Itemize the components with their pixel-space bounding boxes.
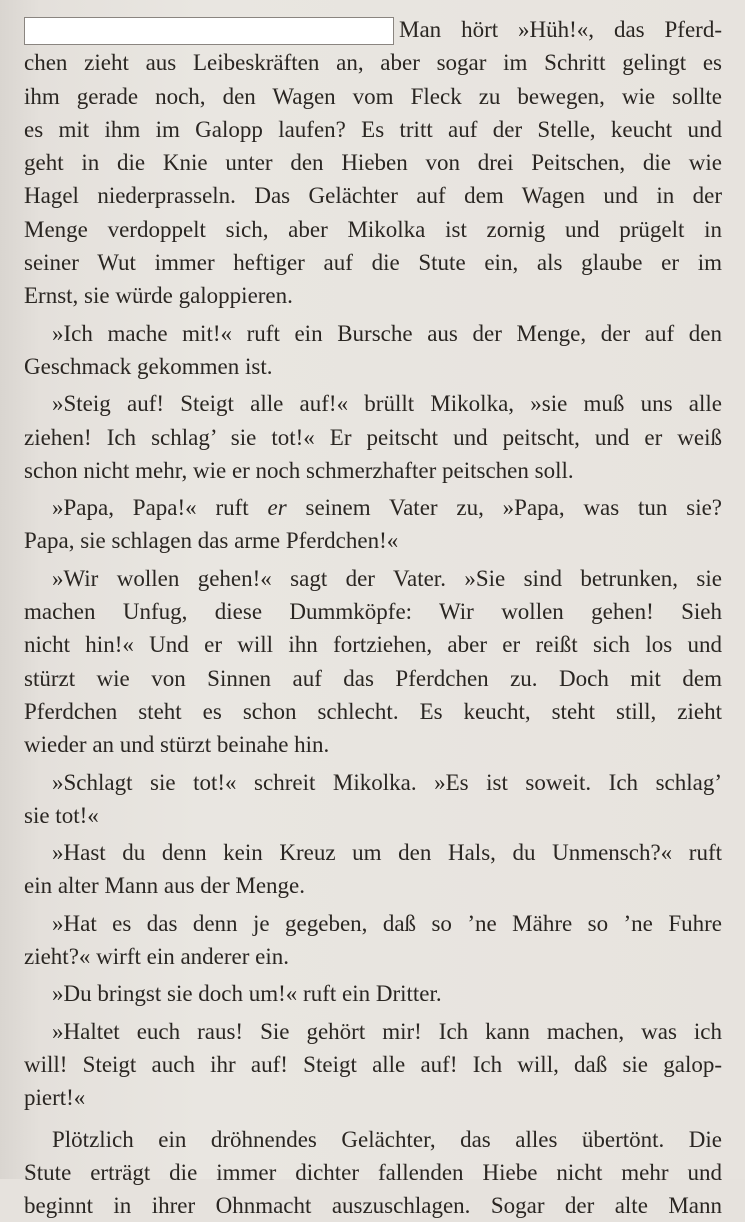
text-line: Papa, sie schlagen das arme Pferdchen!« bbox=[24, 528, 399, 554]
text-line: »Du bringst sie doch um!« ruft ein Dritter. bbox=[52, 981, 442, 1007]
text-line: sie tot!« bbox=[24, 802, 99, 828]
text-line: »Papa, Papa!« ruft er seinem Vater zu, »Papa, was tun sie? bbox=[52, 495, 722, 521]
text-line: schon nicht mehr, wie er noch schmerzhafter peitschen soll. bbox=[24, 457, 574, 483]
text-line: seiner Wut immer heftiger auf die Stute ein, als glaube er im bbox=[24, 250, 722, 276]
text-line: »Hat es das denn je gegeben, daß so ’ne Mähre so ’ne Fuhre bbox=[52, 910, 722, 936]
text-line: Menge verdoppelt sich, aber Mikolka ist zornig und prügelt in bbox=[24, 216, 722, 242]
text-line: es mit ihm im Galopp laufen? Es tritt auf der Stelle, keucht und bbox=[24, 116, 722, 142]
text-line: geht in die Knie unter den Hieben von drei Peitschen, die wie bbox=[24, 150, 722, 176]
text-line: beginnt in ihrer Ohnmacht auszuschlagen. Sogar der alte Mann bbox=[24, 1193, 722, 1219]
text-line: stürzt wie von Sinnen auf das Pferdchen zu. Doch mit dem bbox=[24, 665, 722, 691]
text-line: zieht?« wirft ein anderer ein. bbox=[24, 944, 290, 970]
text-line: »Schlagt sie tot!« schreit Mikolka. »Es ist soweit. Ich schlag’ bbox=[52, 769, 722, 795]
text-line: ziehen! Ich schlag’ sie tot!« Er peitscht und peitscht, und er weiß bbox=[24, 424, 722, 450]
text-line: »Wir wollen gehen!« sagt der Vater. »Sie sind betrunken, sie bbox=[52, 565, 722, 591]
text-line: nicht hin!« Und er will ihn fortziehen, aber er reißt sich los und bbox=[24, 632, 722, 658]
text-line: Ernst, sie würde galoppieren. bbox=[24, 283, 293, 309]
text-line: wieder an und stürzt beinahe hin. bbox=[24, 732, 330, 758]
body-text bbox=[24, 13, 722, 1222]
text-line: Plötzlich ein dröhnendes Gelächter, das alles übertönt. Die bbox=[52, 1126, 722, 1152]
text-line: piert!« bbox=[24, 1085, 86, 1111]
text-line: »Ich mache mit!« ruft ein Bursche aus der Menge, der auf den bbox=[52, 320, 722, 346]
text-line: ein alter Mann aus der Menge. bbox=[24, 873, 306, 899]
text-line: machen Unfug, diese Dummköpfe: Wir wollen gehen! Sieh bbox=[24, 599, 722, 625]
text-line: »Steig auf! Steigt alle auf!« brüllt Mikolka, »sie muß uns alle bbox=[52, 391, 722, 417]
text-line: Stute erträgt die immer dichter fallenden Hiebe nicht mehr und bbox=[24, 1159, 722, 1185]
text-line: Geschmack gekommen ist. bbox=[24, 353, 273, 379]
text-line: »Haltet euch raus! Sie gehört mir! Ich kann machen, was ich bbox=[52, 1018, 722, 1044]
text-line: ihm gerade noch, den Wagen vom Fleck zu bewegen, wie sollte bbox=[24, 83, 722, 109]
text-line: chen zieht aus Leibeskräften an, aber sogar im Schritt gelingt es bbox=[24, 50, 722, 76]
text-line: will! Steigt auch ihr auf! Steigt alle auf! Ich will, daß sie galop- bbox=[24, 1051, 722, 1077]
text-line: Hagel niederprasseln. Das Gelächter auf dem Wagen und in der bbox=[24, 183, 722, 209]
text-line: Man hört »Hüh!«, das Pferd- bbox=[399, 17, 722, 42]
text-line: »Hast du denn kein Kreuz um den Hals, du Unmensch?« ruft bbox=[52, 840, 722, 866]
text-line: Pferdchen steht es schon schlecht. Es keucht, steht still, zieht bbox=[24, 698, 722, 724]
